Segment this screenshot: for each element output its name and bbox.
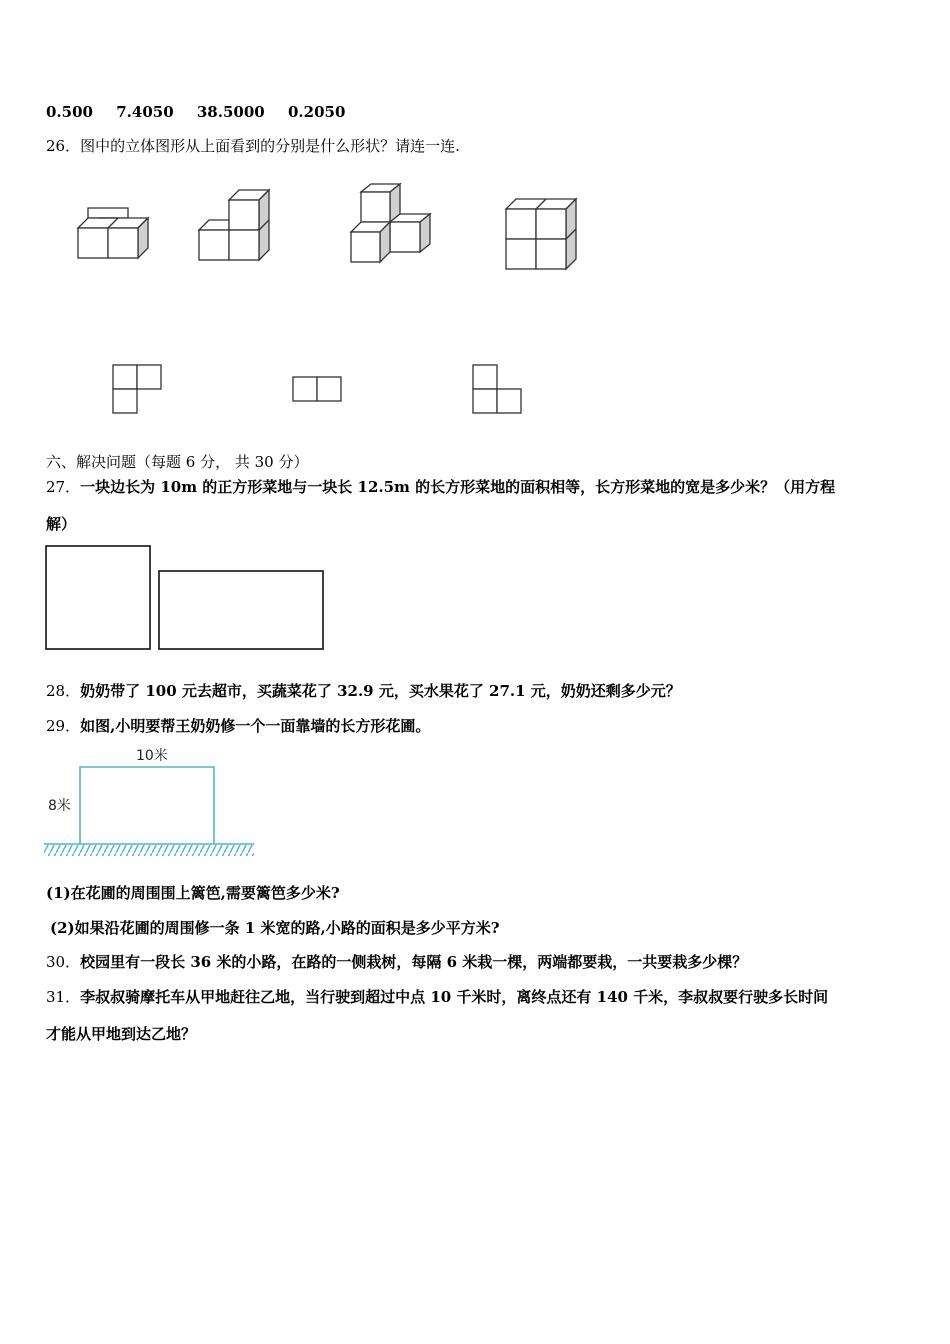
square-field-figure — [45, 545, 153, 651]
solid-figure-4 — [504, 197, 584, 272]
question-number: 30． — [46, 953, 81, 971]
top-view-l-shape — [112, 364, 164, 416]
question-text: 李叔叔骑摩托车从甲地赶往乙地，当行驶到超过中点 10 千米时，离终点还有 140 千米，李叔叔要行驶多长时间 — [80, 988, 829, 1006]
answer-option: 0.2050 — [287, 103, 346, 121]
top-view-two-squares — [292, 376, 344, 404]
question-number: 26． — [46, 137, 81, 155]
question-31 — [46, 987, 828, 1007]
question-number: 31． — [46, 988, 81, 1006]
question-29-part-2: (2)如果沿花圃的周围修一条 1 米宽的路,小路的面积是多少平方米? — [50, 919, 500, 937]
question-text: 校园里有一段长 36 米的小路，在路的一侧栽树，每隔 6 米栽一棵，两端都要栽，一共要栽多少棵？ — [80, 953, 748, 971]
section-title: 六、解决问题（每题 6 分， 共 30 分） — [46, 453, 309, 471]
question-number: 29． — [46, 717, 81, 735]
question-30 — [46, 952, 747, 972]
previous-answer-options — [46, 102, 363, 122]
question-27 — [46, 477, 835, 497]
question-27-continued: 解） — [46, 515, 77, 533]
question-28 — [46, 681, 681, 701]
garden-width-label: 8米 — [48, 798, 71, 814]
question-29-part-1: (1)在花圃的周围围上篱笆,需要篱笆多少米? — [46, 884, 340, 902]
solid-figure-3 — [349, 182, 439, 267]
answer-option: 38.5000 — [196, 103, 265, 121]
solid-figure-1 — [76, 205, 156, 265]
answer-option: 7.4050 — [116, 103, 174, 121]
top-view-reverse-l — [472, 364, 524, 416]
question-text: 如图,小明要帮王奶奶修一个一面靠墙的长方形花圃。 — [80, 717, 431, 735]
solid-figure-2 — [197, 188, 277, 268]
question-text: 图中的立体图形从上面看到的分别是什么形状？请连一连. — [80, 137, 460, 155]
answer-option: 0.500 — [46, 103, 93, 121]
question-29 — [46, 716, 430, 736]
question-text: 奶奶带了 100 元去超市，买蔬菜花了 32.9 元，买水果花了 27.1 元，奶奶还剩多少元？ — [80, 682, 681, 700]
question-text: 一块边长为 10m 的正方形菜地与一块长 12.5m 的长方形菜地的面积相等，长方形菜地的宽是多少米？（用方程 — [80, 478, 836, 496]
question-number: 27． — [46, 478, 81, 496]
garden-figure — [44, 745, 256, 860]
garden-length-label: 10米 — [136, 748, 168, 764]
rectangle-field-figure — [158, 570, 326, 651]
question-31-continued: 才能从甲地到达乙地？ — [46, 1025, 197, 1043]
question-26 — [46, 136, 460, 156]
question-number: 28． — [46, 682, 81, 700]
